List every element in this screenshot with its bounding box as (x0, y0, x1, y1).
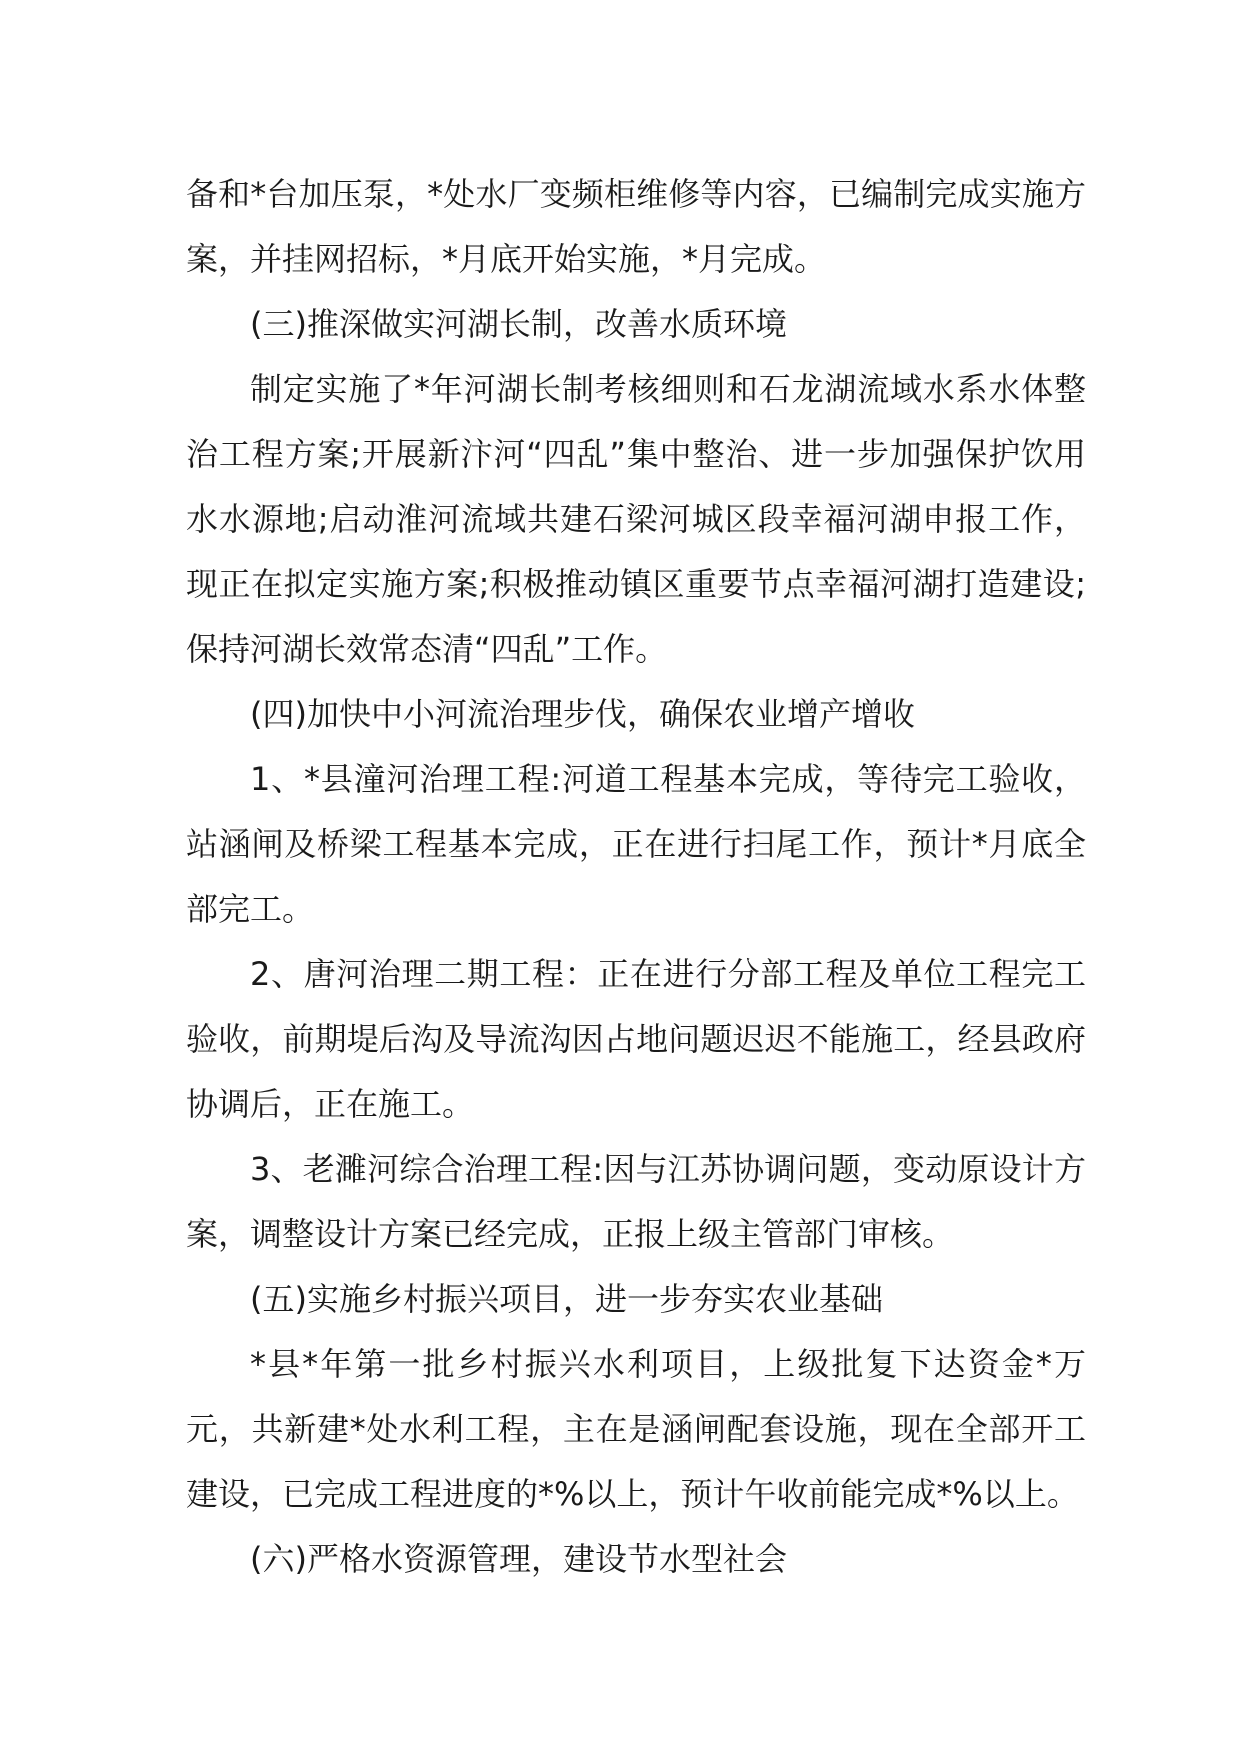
paragraph-rural-revitalization: *县*年第一批乡村振兴水利项目，上级批复下达资金*万元，共新建*处水利工程，主在是涵闸配套设施，现在全部开工建设，已完成工程进度的*%以上，预计午收前能完成*%以上。 (186, 1345, 1086, 1513)
section-heading-6: (六)严格水资源管理，建设节水型社会 (250, 1540, 787, 1578)
section-heading-3: (三)推深做实河湖长制，改善水质环境 (250, 305, 787, 343)
document-body (186, 162, 1086, 1592)
section-heading-5: (五)实施乡村振兴项目，进一步夯实农业基础 (250, 1280, 883, 1318)
section-heading-4: (四)加快中小河流治理步伐，确保农业增产增收 (250, 695, 915, 733)
paragraph-item-3: 3、老濉河综合治理工程:因与江苏协调问题，变动原设计方案，调整设计方案已经完成，正报上级主管部门审核。 (186, 1150, 1086, 1253)
paragraph-river-chief: 制定实施了*年河湖长制考核细则和石龙湖流域水系水体整治工程方案;开展新汴河“四乱”集中整治、进一步加强保护饮用水水源地;启动淮河流域共建石梁河城区段幸福河湖申报工作，现正在拟定实施方案;积极推动镇区重要节点幸福河湖打造建设;保持河湖长效常态清“四乱”工作。 (186, 370, 1086, 668)
paragraph-item-2: 2、唐河治理二期工程：正在进行分部工程及单位工程完工验收，前期堤后沟及导流沟因占地问题迟迟不能施工，经县政府协调后，正在施工。 (186, 955, 1086, 1123)
paragraph-item-1: 1、*县潼河治理工程:河道工程基本完成，等待完工验收，站涵闸及桥梁工程基本完成，正在进行扫尾工作，预计*月底全部完工。 (186, 760, 1086, 928)
paragraph-continuation: 备和*台加压泵，*处水厂变频柜维修等内容，已编制完成实施方案，并挂网招标，*月底开始实施，*月完成。 (186, 175, 1086, 278)
